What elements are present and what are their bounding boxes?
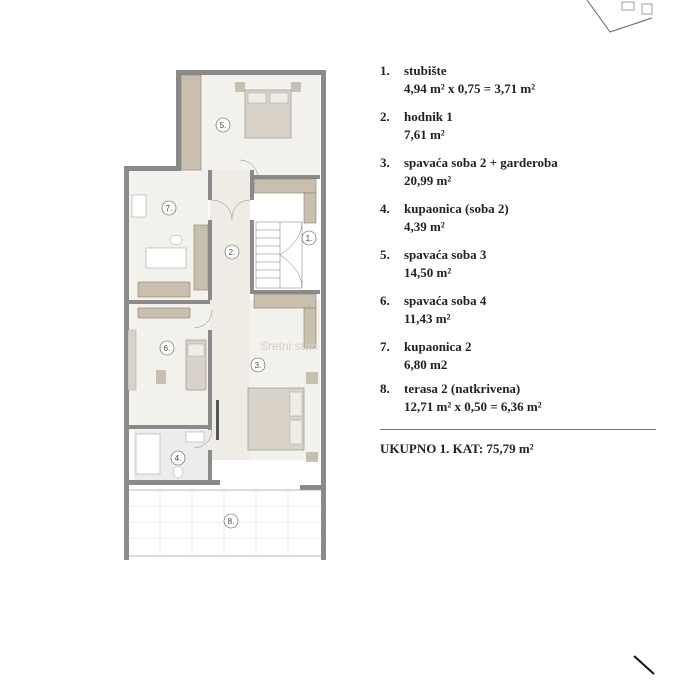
bed-room-5: [235, 82, 301, 138]
legend-room-area: 4,94 m² x 0,75 = 3,71 m²: [404, 81, 536, 96]
legend-room-area: 11,43 m²: [404, 311, 451, 326]
sliding-door: [216, 400, 219, 440]
legend-room-name: spavaća soba 3: [404, 247, 487, 262]
legend-room-name: kupaonica 2: [404, 339, 472, 354]
watermark: Sretni stan: [260, 339, 318, 353]
room-marker-6: [160, 341, 174, 355]
room-marker-3: [251, 358, 265, 372]
staircase: [256, 222, 302, 288]
legend-number: 8.: [380, 381, 390, 396]
room-marker-4: [171, 451, 185, 465]
room-marker-2: [225, 245, 239, 259]
legend-number: 6.: [380, 293, 390, 308]
legend-room-area: 6,80 m2: [404, 357, 448, 372]
legend-room-name: spavaća soba 4: [404, 293, 487, 308]
legend-room-name: stubište: [404, 63, 447, 78]
svg-text:3.: 3.: [254, 361, 262, 370]
room-marker-5: [216, 118, 230, 132]
legend-number: 4.: [380, 201, 390, 216]
svg-text:7.: 7.: [165, 204, 173, 213]
room-marker-8: [224, 514, 238, 528]
legend-number: 7.: [380, 339, 390, 354]
legend-number: 2.: [380, 109, 390, 124]
svg-text:5.: 5.: [219, 121, 227, 130]
legend-room-area: 20,99 m²: [404, 173, 452, 188]
svg-text:2.: 2.: [228, 248, 236, 257]
legend-number: 5.: [380, 247, 390, 262]
floor-plan: [110, 60, 340, 570]
legend-room-area: 14,50 m²: [404, 265, 452, 280]
svg-text:6.: 6.: [163, 344, 171, 353]
legend-room-name: terasa 2 (natkrivena): [404, 381, 521, 396]
svg-text:8.: 8.: [227, 517, 235, 526]
legend-room-area: 12,71 m² x 0,50 = 6,36 m²: [404, 399, 542, 414]
legend-room-name: spavaća soba 2 + garderoba: [404, 155, 558, 170]
legend-room-name: hodnik 1: [404, 109, 453, 124]
legend-number: 1.: [380, 63, 390, 78]
legend-divider: [380, 429, 656, 430]
site-plan-fragment: [582, 0, 699, 40]
legend-room-area: 4,39 m²: [404, 219, 445, 234]
room-marker-1: [302, 231, 316, 245]
north-arrow-icon: [628, 648, 668, 684]
total-area: UKUPNO 1. KAT: 75,79 m²: [380, 441, 534, 456]
legend-room-name: kupaonica (soba 2): [404, 201, 509, 216]
room-marker-7: [162, 201, 176, 215]
legend-number: 3.: [380, 155, 390, 170]
legend-room-area: 7,61 m²: [404, 127, 445, 142]
svg-text:4.: 4.: [174, 454, 182, 463]
svg-text:1.: 1.: [305, 234, 313, 243]
